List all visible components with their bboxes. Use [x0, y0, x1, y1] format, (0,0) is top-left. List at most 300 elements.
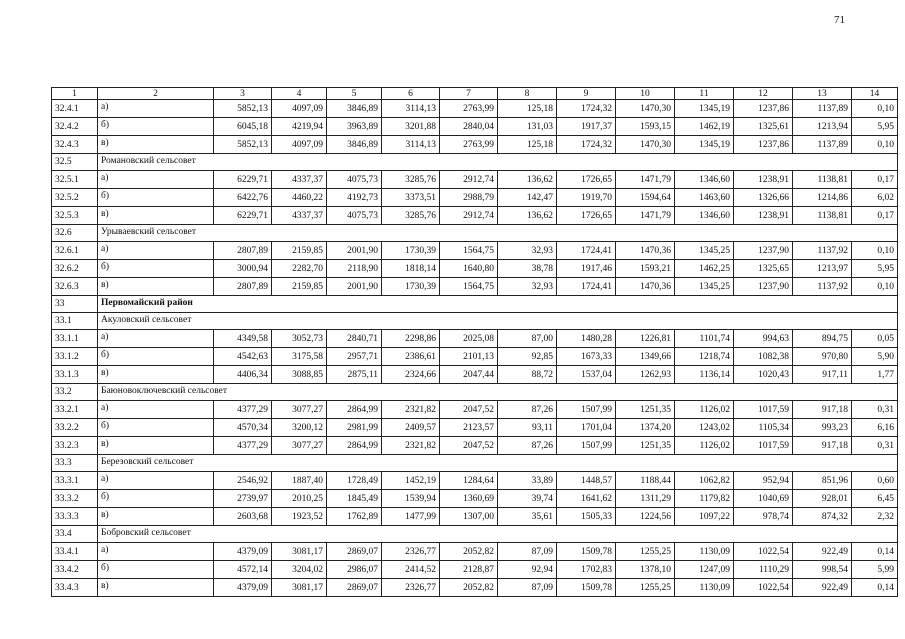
- row-code: 32.6: [52, 225, 98, 242]
- table-cell: 1509,78: [557, 579, 616, 597]
- column-header: 12: [734, 88, 793, 100]
- table-cell: 2326,77: [382, 543, 440, 561]
- section-row: [52, 526, 898, 543]
- table-cell: 1724,32: [557, 136, 616, 154]
- table-cell: 5,90: [852, 348, 898, 366]
- table-cell: 1701,04: [557, 419, 616, 437]
- table-row: [52, 579, 898, 597]
- table-cell: 922,49: [793, 579, 852, 597]
- table-cell: 1213,94: [793, 118, 852, 136]
- table-cell: 1730,39: [382, 242, 440, 260]
- table-cell: 1020,43: [734, 366, 793, 384]
- table-cell: 1017,59: [734, 401, 793, 419]
- table-cell: 92,94: [498, 561, 557, 579]
- table-cell: 952,94: [734, 472, 793, 490]
- table-cell: 2409,57: [382, 419, 440, 437]
- table-cell: 125,18: [498, 136, 557, 154]
- table-cell: 1480,28: [557, 330, 616, 348]
- table-row: [52, 171, 898, 189]
- table-cell: 1110,29: [734, 561, 793, 579]
- table-cell: 1137,89: [793, 100, 852, 118]
- table-cell: 4349,58: [214, 330, 272, 348]
- table-cell: 32,93: [498, 278, 557, 296]
- row-code: 33.1: [52, 313, 98, 330]
- section-row: [52, 313, 898, 330]
- table-cell: 1564,75: [440, 242, 498, 260]
- table-cell: 1537,04: [557, 366, 616, 384]
- section-title: Урываевский сельсовет: [98, 225, 898, 242]
- column-header: 5: [327, 88, 382, 100]
- table-cell: 2414,52: [382, 561, 440, 579]
- table-cell: 1507,99: [557, 401, 616, 419]
- table-cell: 1137,92: [793, 278, 852, 296]
- row-label: в): [98, 207, 214, 225]
- row-label: б): [98, 189, 214, 207]
- table-cell: 87,00: [498, 330, 557, 348]
- table-cell: 1477,99: [382, 508, 440, 526]
- row-code: 33.3.2: [52, 490, 98, 508]
- column-header: 1: [52, 88, 98, 100]
- table-cell: 1126,02: [675, 437, 734, 455]
- table-cell: 4377,29: [214, 437, 272, 455]
- table-cell: 2025,08: [440, 330, 498, 348]
- table-cell: 1593,21: [616, 260, 675, 278]
- table-cell: 1226,81: [616, 330, 675, 348]
- table-cell: 1378,10: [616, 561, 675, 579]
- table-row: [52, 472, 898, 490]
- table-cell: 1137,89: [793, 136, 852, 154]
- table-cell: 3052,73: [272, 330, 327, 348]
- table-cell: 87,26: [498, 437, 557, 455]
- row-label: в): [98, 278, 214, 296]
- table-row: [52, 207, 898, 225]
- table-cell: 998,54: [793, 561, 852, 579]
- table-cell: 2807,89: [214, 278, 272, 296]
- table-cell: 2,32: [852, 508, 898, 526]
- row-code: 33: [52, 296, 98, 313]
- table-cell: 1097,22: [675, 508, 734, 526]
- table-cell: 2159,85: [272, 242, 327, 260]
- tariff-table: [51, 87, 898, 597]
- table-cell: 1238,91: [734, 207, 793, 225]
- table-cell: 1471,79: [616, 171, 675, 189]
- table-cell: 1470,36: [616, 278, 675, 296]
- table-cell: 2159,85: [272, 278, 327, 296]
- table-cell: 87,09: [498, 543, 557, 561]
- table-cell: 3285,76: [382, 207, 440, 225]
- table-cell: 5,95: [852, 260, 898, 278]
- row-label: а): [98, 543, 214, 561]
- table-cell: 1136,14: [675, 366, 734, 384]
- header-row: [52, 88, 898, 100]
- table-cell: 1040,69: [734, 490, 793, 508]
- table-cell: 1724,41: [557, 278, 616, 296]
- row-code: 33.4.1: [52, 543, 98, 561]
- table-cell: 1462,19: [675, 118, 734, 136]
- table-cell: 0,31: [852, 401, 898, 419]
- table-row: [52, 260, 898, 278]
- table-cell: 2864,99: [327, 437, 382, 455]
- table-cell: 1345,25: [675, 278, 734, 296]
- table-cell: 2386,61: [382, 348, 440, 366]
- table-cell: 3114,13: [382, 100, 440, 118]
- table-cell: 5852,13: [214, 100, 272, 118]
- table-cell: 2912,74: [440, 171, 498, 189]
- table-cell: 4379,09: [214, 543, 272, 561]
- table-cell: 1452,19: [382, 472, 440, 490]
- table-cell: 1845,49: [327, 490, 382, 508]
- table-cell: 1213,97: [793, 260, 852, 278]
- table-cell: 2321,82: [382, 401, 440, 419]
- row-label: б): [98, 490, 214, 508]
- table-cell: 6422,76: [214, 189, 272, 207]
- row-code: 33.4: [52, 526, 98, 543]
- row-label: а): [98, 242, 214, 260]
- table-cell: 0,05: [852, 330, 898, 348]
- column-header: 2: [98, 88, 214, 100]
- table-cell: 131,03: [498, 118, 557, 136]
- table-cell: 2763,99: [440, 136, 498, 154]
- table-cell: 3204,02: [272, 561, 327, 579]
- table-body: [52, 88, 898, 597]
- table-cell: 1730,39: [382, 278, 440, 296]
- table-cell: 1188,44: [616, 472, 675, 490]
- column-header: 9: [557, 88, 616, 100]
- table-cell: 1137,92: [793, 242, 852, 260]
- table-cell: 1224,56: [616, 508, 675, 526]
- table-cell: 3175,58: [272, 348, 327, 366]
- row-label: в): [98, 136, 214, 154]
- row-label: б): [98, 118, 214, 136]
- table-cell: 2603,68: [214, 508, 272, 526]
- table-cell: 1448,57: [557, 472, 616, 490]
- table-cell: 1307,00: [440, 508, 498, 526]
- table-cell: 33,89: [498, 472, 557, 490]
- table-cell: 2986,07: [327, 561, 382, 579]
- row-code: 32.6.2: [52, 260, 98, 278]
- section-row: [52, 296, 898, 313]
- table-cell: 6229,71: [214, 171, 272, 189]
- table-cell: 1564,75: [440, 278, 498, 296]
- table-cell: 4097,09: [272, 136, 327, 154]
- row-code: 32.4.3: [52, 136, 98, 154]
- table-cell: 2298,86: [382, 330, 440, 348]
- column-header: 7: [440, 88, 498, 100]
- table-cell: 4542,63: [214, 348, 272, 366]
- table-cell: 3077,27: [272, 401, 327, 419]
- table-cell: 4097,09: [272, 100, 327, 118]
- table-cell: 142,47: [498, 189, 557, 207]
- table-cell: 3200,12: [272, 419, 327, 437]
- column-header: 10: [616, 88, 675, 100]
- table-cell: 1728,49: [327, 472, 382, 490]
- table-cell: 1641,62: [557, 490, 616, 508]
- row-code: 32.5: [52, 154, 98, 171]
- table-row: [52, 136, 898, 154]
- table-cell: 1179,82: [675, 490, 734, 508]
- table-cell: 1262,93: [616, 366, 675, 384]
- table-cell: 0,10: [852, 100, 898, 118]
- table-cell: 1724,32: [557, 100, 616, 118]
- table-cell: 1255,25: [616, 543, 675, 561]
- row-label: б): [98, 561, 214, 579]
- row-code: 32.5.3: [52, 207, 98, 225]
- table-cell: 136,62: [498, 171, 557, 189]
- table-cell: 1762,89: [327, 508, 382, 526]
- table-cell: 894,75: [793, 330, 852, 348]
- table-cell: 1238,91: [734, 171, 793, 189]
- row-code: 33.3: [52, 455, 98, 472]
- row-label: а): [98, 472, 214, 490]
- row-code: 33.3.3: [52, 508, 98, 526]
- table-cell: 0,14: [852, 543, 898, 561]
- table-cell: 2047,52: [440, 401, 498, 419]
- row-code: 32.6.1: [52, 242, 98, 260]
- table-cell: 2739,97: [214, 490, 272, 508]
- table-cell: 2001,90: [327, 278, 382, 296]
- row-code: 33.2.1: [52, 401, 98, 419]
- row-code: 33.2: [52, 384, 98, 401]
- table-cell: 32,93: [498, 242, 557, 260]
- table-cell: 35,61: [498, 508, 557, 526]
- table-row: [52, 561, 898, 579]
- row-label: а): [98, 171, 214, 189]
- table-cell: 3963,89: [327, 118, 382, 136]
- section-row: [52, 384, 898, 401]
- column-header: 13: [793, 88, 852, 100]
- table-cell: 1251,35: [616, 437, 675, 455]
- row-label: а): [98, 100, 214, 118]
- table-cell: 0,31: [852, 437, 898, 455]
- table-cell: 3201,88: [382, 118, 440, 136]
- table-cell: 970,80: [793, 348, 852, 366]
- row-code: 32.5.2: [52, 189, 98, 207]
- table-cell: 2869,07: [327, 543, 382, 561]
- section-title: Березовский сельсовет: [98, 455, 898, 472]
- table-cell: 4192,73: [327, 189, 382, 207]
- table-cell: 1471,79: [616, 207, 675, 225]
- table-cell: 4406,34: [214, 366, 272, 384]
- table-cell: 1345,19: [675, 136, 734, 154]
- table-row: [52, 508, 898, 526]
- table-cell: 2840,04: [440, 118, 498, 136]
- table-cell: 3077,27: [272, 437, 327, 455]
- table-cell: 3081,17: [272, 579, 327, 597]
- table-cell: 1214,86: [793, 189, 852, 207]
- table-cell: 87,09: [498, 579, 557, 597]
- table-row: [52, 419, 898, 437]
- table-cell: 1218,74: [675, 348, 734, 366]
- table-cell: 1237,90: [734, 278, 793, 296]
- table-row: [52, 189, 898, 207]
- table-cell: 1126,02: [675, 401, 734, 419]
- table-cell: 1505,33: [557, 508, 616, 526]
- table-cell: 1022,54: [734, 543, 793, 561]
- table-row: [52, 401, 898, 419]
- table-cell: 1463,60: [675, 189, 734, 207]
- table-cell: 3088,85: [272, 366, 327, 384]
- row-code: 33.3.1: [52, 472, 98, 490]
- table-cell: 39,74: [498, 490, 557, 508]
- table-cell: 1130,09: [675, 579, 734, 597]
- table-cell: 4570,34: [214, 419, 272, 437]
- table-cell: 2326,77: [382, 579, 440, 597]
- table-cell: 4075,73: [327, 171, 382, 189]
- table-cell: 1818,14: [382, 260, 440, 278]
- row-code: 33.4.2: [52, 561, 98, 579]
- row-label: в): [98, 508, 214, 526]
- column-header: 14: [852, 88, 898, 100]
- table-cell: 1247,09: [675, 561, 734, 579]
- table-cell: 1101,74: [675, 330, 734, 348]
- table-cell: 4572,14: [214, 561, 272, 579]
- table-cell: 1255,25: [616, 579, 675, 597]
- column-header: 3: [214, 88, 272, 100]
- table-cell: 0,10: [852, 242, 898, 260]
- table-cell: 1923,52: [272, 508, 327, 526]
- row-label: в): [98, 579, 214, 597]
- table-cell: 6,02: [852, 189, 898, 207]
- row-label: в): [98, 366, 214, 384]
- table-cell: 1017,59: [734, 437, 793, 455]
- table-cell: 0,17: [852, 171, 898, 189]
- table-cell: 994,63: [734, 330, 793, 348]
- section-title: Бобровский сельсовет: [98, 526, 898, 543]
- table-cell: 2001,90: [327, 242, 382, 260]
- table-cell: 88,72: [498, 366, 557, 384]
- row-code: 32.6.3: [52, 278, 98, 296]
- table-cell: 0,17: [852, 207, 898, 225]
- table-cell: 6229,71: [214, 207, 272, 225]
- table-cell: 978,74: [734, 508, 793, 526]
- table-cell: 5852,13: [214, 136, 272, 154]
- column-header: 6: [382, 88, 440, 100]
- table-row: [52, 437, 898, 455]
- table-cell: 2546,92: [214, 472, 272, 490]
- table-cell: 3081,17: [272, 543, 327, 561]
- table-cell: 5,95: [852, 118, 898, 136]
- table-cell: 136,62: [498, 207, 557, 225]
- row-code: 32.5.1: [52, 171, 98, 189]
- table-cell: 1311,29: [616, 490, 675, 508]
- section-row: [52, 225, 898, 242]
- table-cell: 4219,94: [272, 118, 327, 136]
- table-cell: 1702,83: [557, 561, 616, 579]
- table-cell: 6045,18: [214, 118, 272, 136]
- section-row: [52, 154, 898, 171]
- table-cell: 1594,64: [616, 189, 675, 207]
- table-cell: 1507,99: [557, 437, 616, 455]
- table-cell: 4379,09: [214, 579, 272, 597]
- table-cell: 1887,40: [272, 472, 327, 490]
- table-cell: 1237,90: [734, 242, 793, 260]
- table-cell: 922,49: [793, 543, 852, 561]
- table-cell: 1470,30: [616, 100, 675, 118]
- table-cell: 2047,44: [440, 366, 498, 384]
- table-cell: 2324,66: [382, 366, 440, 384]
- table-cell: 1082,38: [734, 348, 793, 366]
- table-cell: 1470,36: [616, 242, 675, 260]
- table-cell: 0,10: [852, 278, 898, 296]
- table-cell: 1325,61: [734, 118, 793, 136]
- table-cell: 3000,94: [214, 260, 272, 278]
- row-label: а): [98, 401, 214, 419]
- column-header: 4: [272, 88, 327, 100]
- table-cell: 1470,30: [616, 136, 675, 154]
- table-cell: 2282,70: [272, 260, 327, 278]
- row-code: 33.2.3: [52, 437, 98, 455]
- table-cell: 1640,80: [440, 260, 498, 278]
- section-title: Баюновоключевский сельсовет: [98, 384, 898, 401]
- row-label: а): [98, 330, 214, 348]
- section-row: [52, 455, 898, 472]
- table-cell: 3285,76: [382, 171, 440, 189]
- table-cell: 4377,29: [214, 401, 272, 419]
- table-cell: 1919,70: [557, 189, 616, 207]
- table-row: [52, 366, 898, 384]
- row-label: б): [98, 260, 214, 278]
- table-row: [52, 490, 898, 508]
- table-cell: 2321,82: [382, 437, 440, 455]
- table-cell: 2840,71: [327, 330, 382, 348]
- table-row: [52, 100, 898, 118]
- table-cell: 874,32: [793, 508, 852, 526]
- table-cell: 6,45: [852, 490, 898, 508]
- table-cell: 1130,09: [675, 543, 734, 561]
- table-cell: 2875,11: [327, 366, 382, 384]
- page-number: 71: [834, 14, 845, 26]
- table-row: [52, 348, 898, 366]
- table-cell: 1726,65: [557, 207, 616, 225]
- table-row: [52, 118, 898, 136]
- table-cell: 2981,99: [327, 419, 382, 437]
- row-code: 33.2.2: [52, 419, 98, 437]
- table-cell: 125,18: [498, 100, 557, 118]
- row-code: 33.1.2: [52, 348, 98, 366]
- table-cell: 851,96: [793, 472, 852, 490]
- column-header: 11: [675, 88, 734, 100]
- table-cell: 1,77: [852, 366, 898, 384]
- table-cell: 2957,71: [327, 348, 382, 366]
- table-cell: 2118,90: [327, 260, 382, 278]
- table-cell: 2912,74: [440, 207, 498, 225]
- table-cell: 1349,66: [616, 348, 675, 366]
- table-cell: 4337,37: [272, 207, 327, 225]
- table-cell: 1726,65: [557, 171, 616, 189]
- table-cell: 1539,94: [382, 490, 440, 508]
- table-cell: 4075,73: [327, 207, 382, 225]
- table-row: [52, 543, 898, 561]
- table-cell: 3373,51: [382, 189, 440, 207]
- row-code: 33.1.1: [52, 330, 98, 348]
- table-cell: 2052,82: [440, 579, 498, 597]
- table-cell: 1345,19: [675, 100, 734, 118]
- table-cell: 2052,82: [440, 543, 498, 561]
- table-cell: 0,10: [852, 136, 898, 154]
- table-cell: 3846,89: [327, 100, 382, 118]
- table-cell: 917,18: [793, 437, 852, 455]
- table-cell: 2128,87: [440, 561, 498, 579]
- table-cell: 917,11: [793, 366, 852, 384]
- section-title: Первомайский район: [98, 296, 898, 313]
- table-cell: 3114,13: [382, 136, 440, 154]
- row-code: 33.1.3: [52, 366, 98, 384]
- table-cell: 2864,99: [327, 401, 382, 419]
- row-code: 32.4.1: [52, 100, 98, 118]
- table-cell: 2807,89: [214, 242, 272, 260]
- table-cell: 1673,33: [557, 348, 616, 366]
- table-cell: 38,78: [498, 260, 557, 278]
